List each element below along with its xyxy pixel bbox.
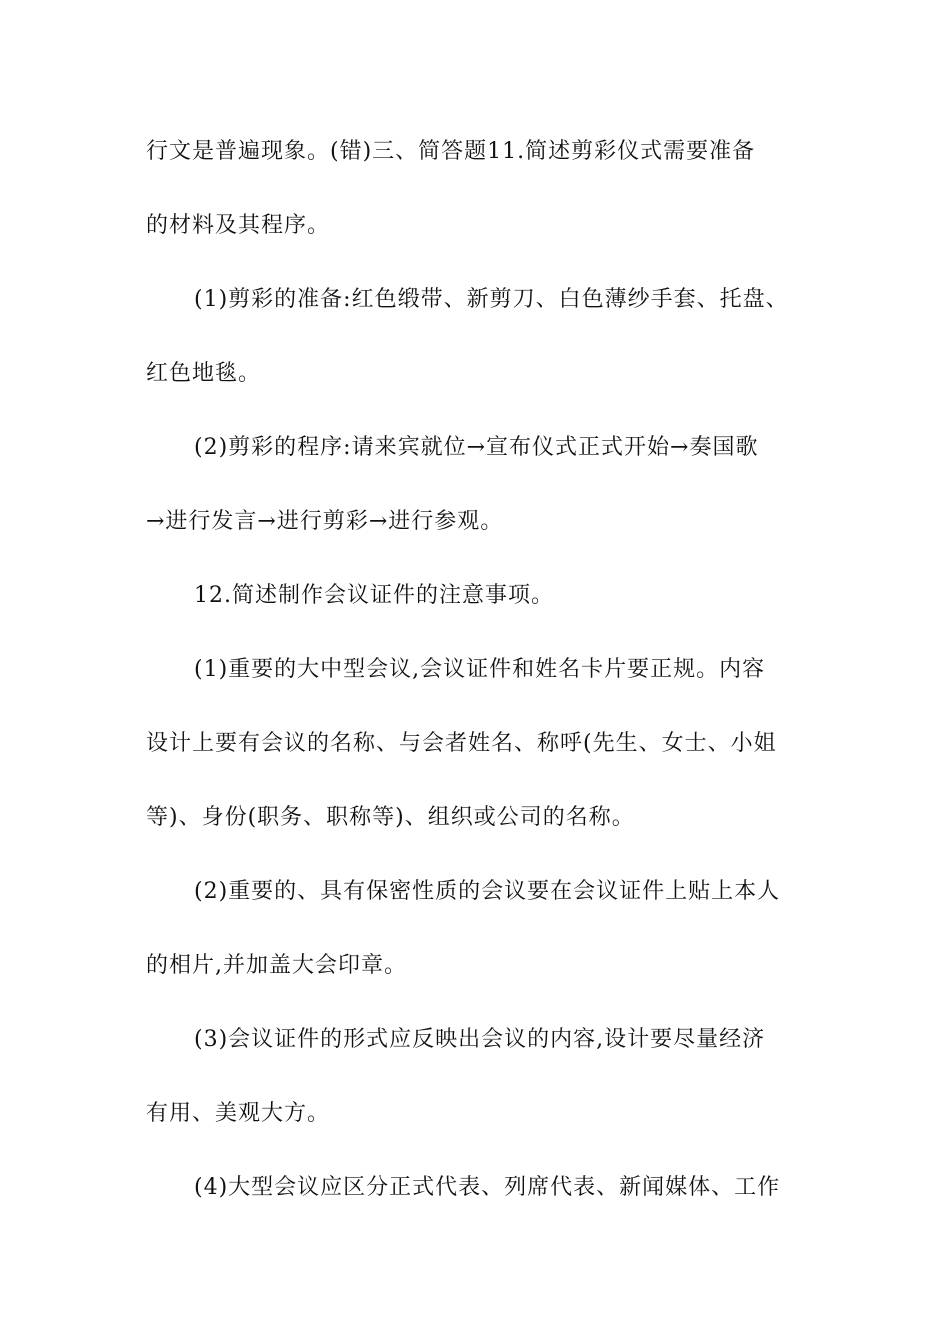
text-line: 12.简述制作会议证件的注意事项。: [194, 583, 554, 608]
text-line: 的材料及其程序。: [146, 213, 331, 238]
text-line: 行文是普遍现象。(错)三、简答题11.简述剪彩仪式需要准备: [146, 139, 756, 164]
text-line: →进行发言→进行剪彩→进行参观。: [146, 509, 504, 534]
text-line: (1)重要的大中型会议,会议证件和姓名卡片要正规。内容: [194, 657, 766, 682]
text-line: 有用、美观大方。: [146, 1101, 331, 1126]
text-line: (3)会议证件的形式应反映出会议的内容,设计要尽量经济: [194, 1027, 766, 1052]
text-line: 的相片,并加盖大会印章。: [146, 953, 407, 978]
text-line: (2)剪彩的程序:请来宾就位→宣布仪式正式开始→奏国歌: [194, 435, 759, 460]
text-line: (1)剪彩的准备:红色缎带、新剪刀、白色薄纱手套、托盘、: [194, 287, 789, 312]
text-line: 等)、身份(职务、职称等)、组织或公司的名称。: [146, 805, 635, 830]
text-line: 设计上要有会议的名称、与会者姓名、称呼(先生、女士、小姐: [146, 731, 777, 756]
text-line: (2)重要的、具有保密性质的会议要在会议证件上贴上本人: [194, 879, 781, 904]
text-line: (4)大型会议应区分正式代表、列席代表、新闻媒体、工作: [194, 1175, 781, 1200]
text-line: 红色地毯。: [146, 361, 262, 386]
